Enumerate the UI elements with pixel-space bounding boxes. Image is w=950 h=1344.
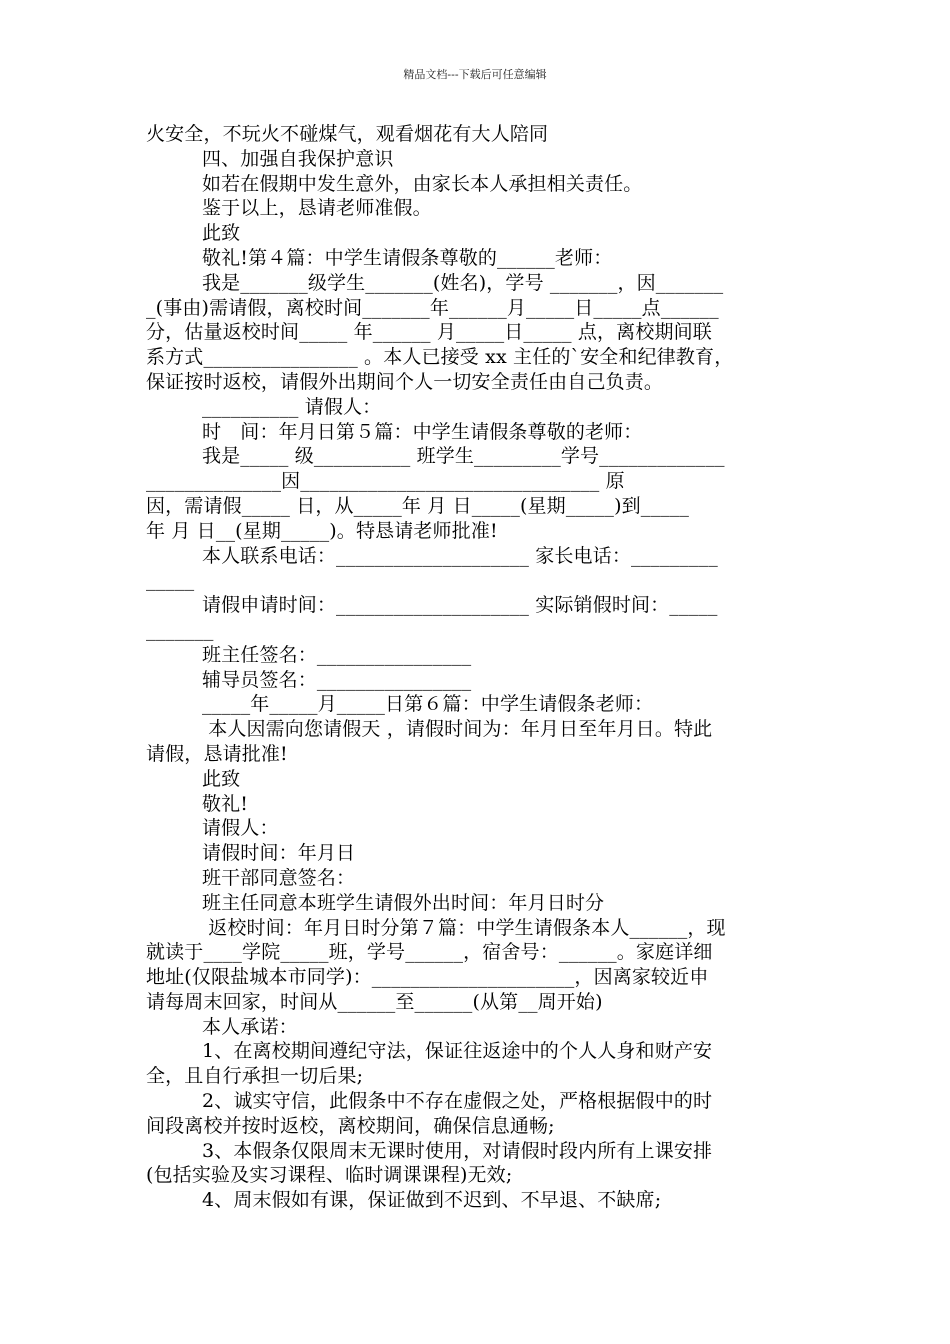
- text-line: 4、周末假如有课，保证做到不迟到、不早退、不缺席;: [202, 1189, 662, 1212]
- text-line: 3、本假条仅限周末无课时使用，对请假时段内所有上课安排: [202, 1139, 713, 1162]
- text-line: 此致: [202, 767, 241, 790]
- text-line: __________ 请假人：: [202, 395, 382, 418]
- text-line: 敬礼!: [202, 792, 249, 815]
- text-line: 四、加强自我保护意识: [202, 147, 394, 170]
- text-line: 班干部同意签名：: [202, 866, 356, 889]
- text-line: (包括实验及实习课程、临时调课课程)无效;: [146, 1164, 513, 1187]
- text-line: 本人联系电话：____________________ 家长电话：_________: [202, 544, 718, 567]
- text-line: 我是_____ 级__________ 班学生_________学号_____________: [202, 445, 725, 468]
- text-line: 请假申请时间：____________________ 实际销假时间：_____: [202, 594, 718, 617]
- text-line: 1、在离校期间遵纪守法，保证往返途中的个人人身和财产安: [202, 1040, 713, 1063]
- text-line: 辅导员签名：________________: [202, 668, 472, 691]
- text-line: 全，且自行承担一切后果;: [146, 1065, 364, 1088]
- text-line: 本人承诺：: [202, 1015, 298, 1038]
- text-line: 请假时间：年月日: [202, 842, 356, 865]
- text-line: 间段离校并按时返校，离校期间，确保信息通畅;: [146, 1114, 555, 1137]
- text-line: 敬礼!第４篇：中学生请假条尊敬的______老师：: [202, 246, 613, 269]
- text-line: _(事由)需请假，离校时间_______年______月_____日_____点______: [146, 296, 719, 319]
- page-header: 精品文档---下载后可任意编辑: [403, 68, 547, 81]
- text-line: 就读于____学院_____班，学号______，宿舍号：______。家庭详细: [146, 941, 713, 964]
- text-line: 如若在假期中发生意外，由家长本人承担相关责任。: [202, 172, 643, 195]
- text-line: 班主任同意本班学生请假外出时间：年月日时分: [202, 891, 605, 914]
- text-line: 班主任签名：________________: [202, 643, 472, 666]
- text-line: 请每周末回家，时间从______至______(从第__周开始): [146, 990, 603, 1013]
- text-line: 返校时间：年月日时分第７篇：中学生请假条本人______，现: [202, 916, 726, 939]
- text-line: _____: [146, 569, 195, 592]
- text-line: 鉴于以上，恳请老师准假。: [202, 197, 432, 220]
- document-body: [146, 122, 810, 1213]
- text-line: _____年_____月_____日第６篇：中学生请假条老师：: [202, 693, 654, 716]
- text-line: 保证按时返校，请假外出期间个人一切安全责任由自己负责。: [146, 370, 664, 393]
- text-line: 请假，恳请批准!: [146, 742, 288, 765]
- text-line: _______: [146, 618, 214, 641]
- text-line: 分，估量返校时间_____ 年______ 月_____日_____ 点，离校期间联: [146, 321, 712, 344]
- text-line: 2、诚实守信，此假条中不存在虚假之处，严格根据假中的时: [202, 1090, 713, 1113]
- text-line: 本人因需向您请假天 ，请假时间为：年月日至年月日。特此: [202, 718, 713, 741]
- text-line: 此致: [202, 222, 241, 245]
- text-line: ______________因_______________________________ 原: [146, 470, 625, 493]
- text-line: 请假人：: [202, 817, 279, 840]
- text-line: 火安全，不玩火不碰煤气，观看烟花有大人陪同: [146, 123, 549, 145]
- text-line: 因，需请假_____ 日，从_____年 月 日_____(星期_____)到_____: [146, 494, 690, 517]
- text-line: 年 月 日__(星期_____)。特恳请老师批准!: [146, 519, 498, 542]
- text-line: 我是_______级学生_______(姓名)，学号 _______，因_______: [202, 271, 724, 294]
- text-line: 地址(仅限盐城本市同学)：_____________________，因离家较近申: [146, 966, 709, 989]
- text-line: 系方式________________ 。本人已接受 xx 主任的`安全和纪律教育，: [146, 346, 734, 369]
- text-line: 时 间：年月日第５篇：中学生请假条尊敬的老师：: [202, 420, 643, 443]
